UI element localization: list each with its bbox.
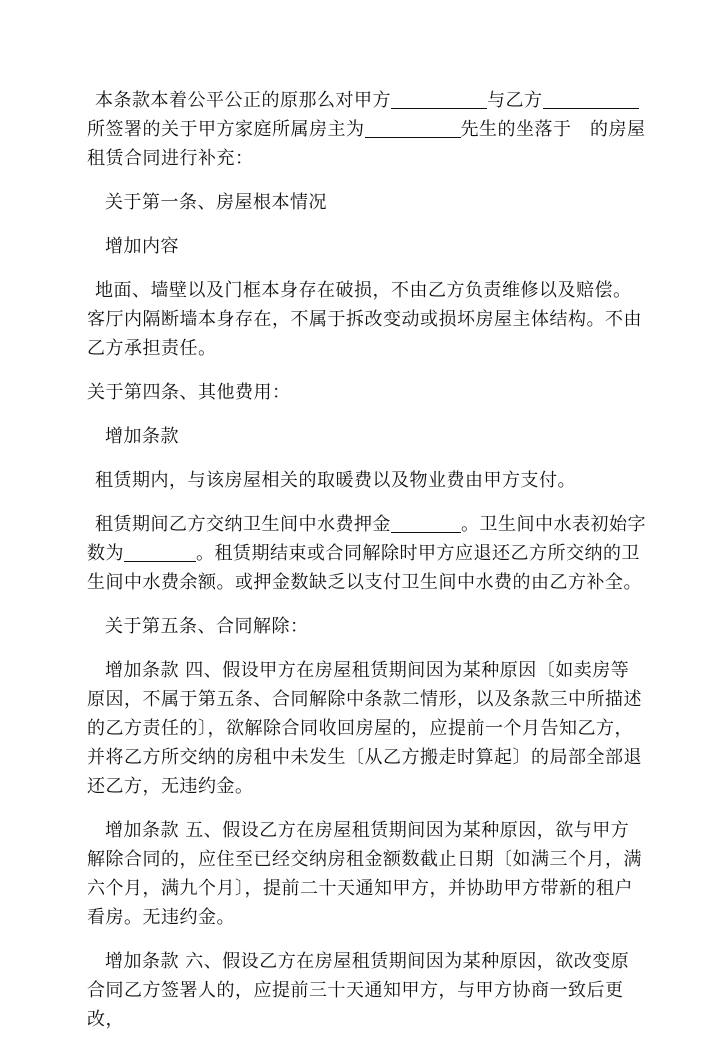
owner-name-blank	[365, 117, 461, 138]
section1-heading: 关于第一条、房屋根本情况	[105, 192, 327, 213]
intro-text-2: 与乙方	[487, 90, 543, 111]
water-text-1: 租赁期间乙方交纳卫生间中水费押金	[95, 514, 391, 535]
clause-4: 增加条款 四、假设甲方在房屋租赁期间因为某种原因〔如卖房等原因，不属于第五条、合同解除中条款二情形，以及条款三中所描述的乙方责任的〕，欲解除合同收回房屋的，应提前一个月告知乙方，并将乙方所交纳的房租中未发生〔从乙方搬走时算起〕的局部全部退还乙方，无违约金。	[87, 660, 642, 797]
clause-6: 增加条款 六、假设乙方在房屋租赁期间因为某种原因，欲改变原合同乙方签署人的，应提前三十天通知甲方，与甲方协商一致后更改，	[87, 951, 630, 1030]
section4-body-water-deposit	[87, 510, 647, 597]
water-text-2: 。卫生间中水表初始字数为	[87, 514, 646, 564]
intro-text-1: 本条款本着公平公正的原那么对甲方	[95, 90, 391, 111]
intro-text-3: 所签署的关于甲方家庭所属房主为	[87, 119, 365, 140]
document-body	[87, 86, 647, 1049]
clause-5: 增加条款 五、假设乙方在房屋租赁期间因为某种原因，欲与甲方解除合同的，应住至已经交纳房租金额数截止日期〔如满三个月，满六个月，满九个月〕，提前二十天通知甲方，并协助甲方带新的租户看房。无违约金。	[87, 820, 642, 928]
section5-heading: 关于第五条、合同解除：	[105, 616, 309, 637]
party-b-blank	[543, 88, 639, 109]
water-text-3: 。租赁期结束或合同解除时甲方应退还乙方所交纳的卫生间中水费余额。或押金数缺乏以支付卫生间中水费的由乙方补全。	[87, 543, 642, 593]
section4-subheading: 增加条款	[105, 426, 179, 447]
section4-body-heating: 租赁期内，与该房屋相关的取暖费以及物业费由甲方支付。	[95, 470, 576, 491]
section1-body: 地面、墙壁以及门框本身存在破损，不由乙方负责维修以及赔偿。客厅内隔断墙本身存在，不属于拆改变动或损坏房屋主体结构。不由乙方承担责任。	[87, 280, 642, 359]
party-a-blank	[391, 88, 487, 109]
water-deposit-blank	[391, 512, 461, 533]
intro-paragraph	[87, 86, 647, 173]
intro-text-4: 先生的坐落于 的房屋租赁合同进行补充：	[87, 119, 646, 169]
section4-heading: 关于第四条、其他费用：	[87, 382, 291, 403]
meter-reading-blank	[124, 541, 196, 562]
section1-subheading: 增加内容	[105, 236, 179, 257]
